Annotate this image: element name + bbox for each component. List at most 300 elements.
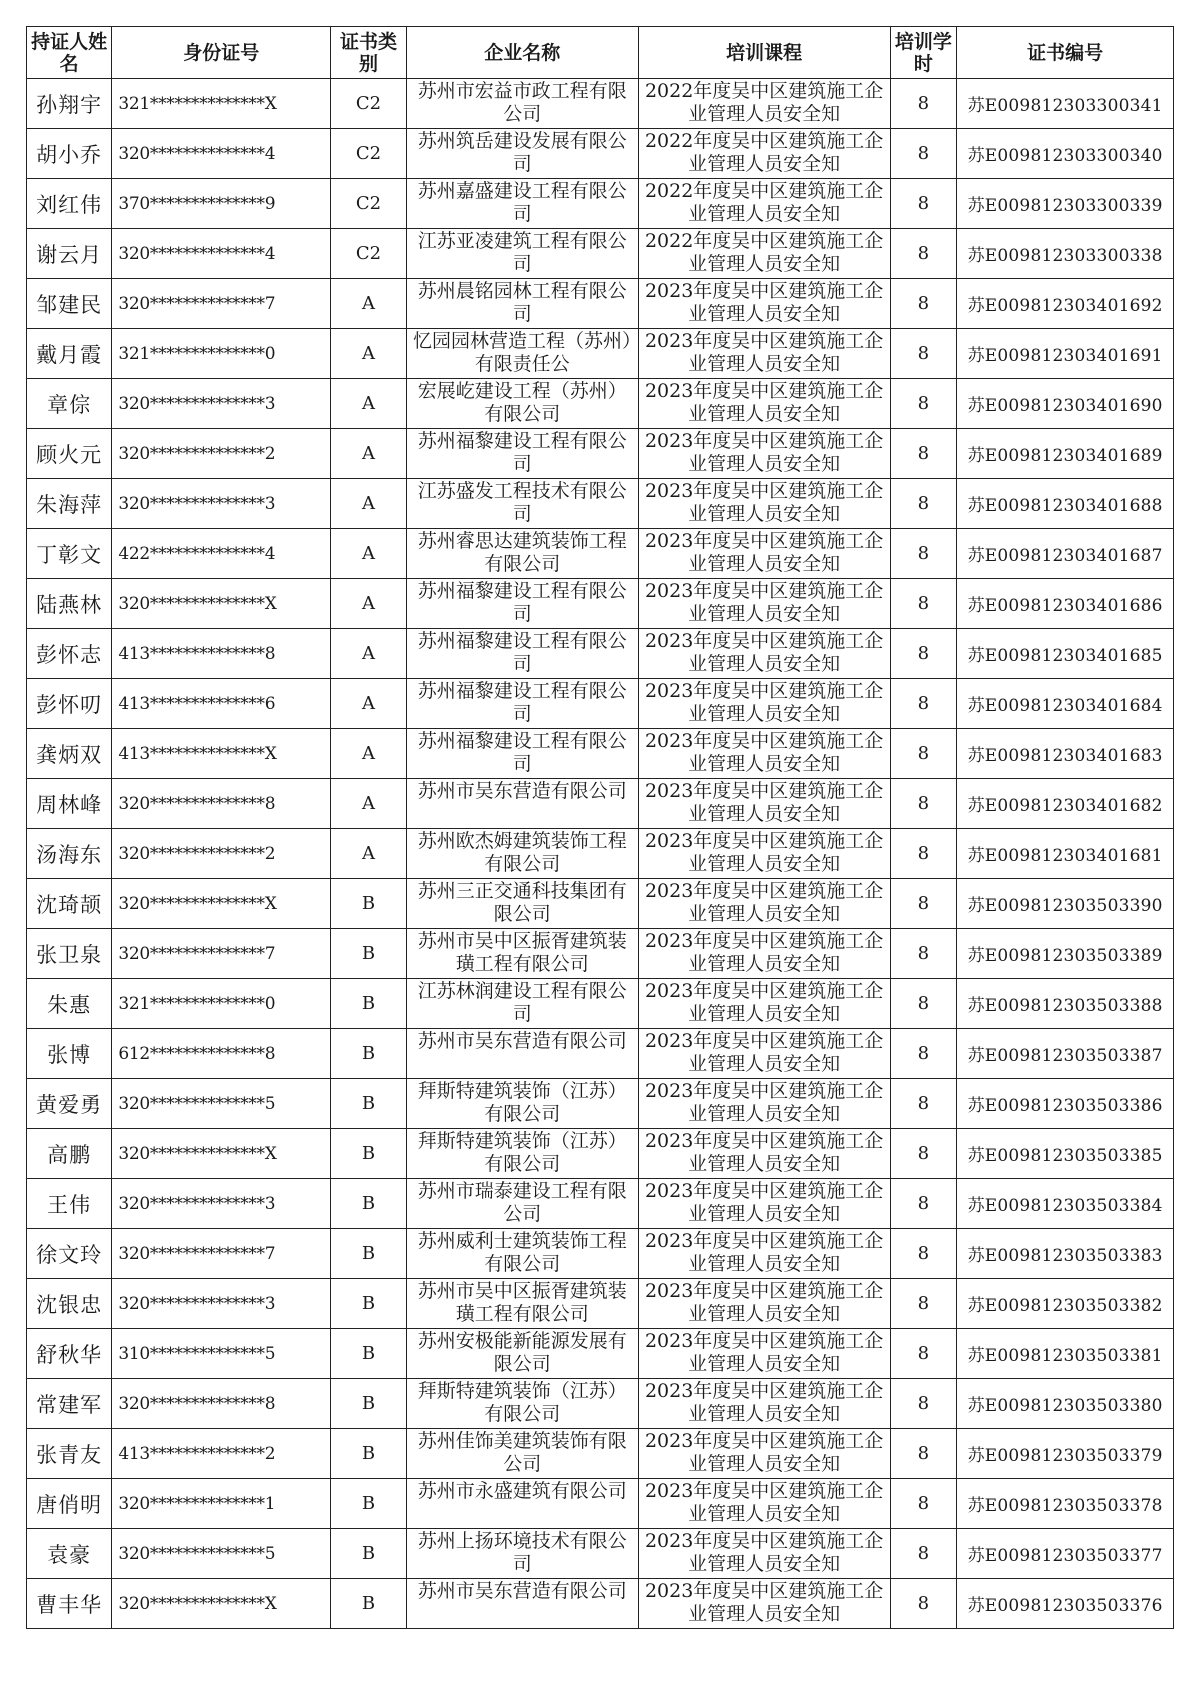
id-number-cell: 320**************7: [112, 279, 331, 329]
company-cell: [406, 729, 638, 779]
table-row: [27, 1579, 1174, 1629]
course-text: 2023年度吴中区建筑施工企业管理人员安全知: [644, 1479, 884, 1525]
hours-cell: 8: [890, 79, 957, 129]
course-cell: [638, 1229, 890, 1279]
header-hours: 培训学时: [890, 27, 957, 79]
cert-number-cell: 苏E009812303300338: [957, 229, 1174, 279]
holder-name-cell: 曹丰华: [27, 1579, 112, 1629]
table-row: [27, 429, 1174, 479]
company-cell: [406, 479, 638, 529]
company-text: 苏州福黎建设工程有限公司: [417, 429, 627, 475]
hours-cell: 8: [890, 729, 957, 779]
course-cell: [638, 1429, 890, 1479]
id-number-cell: 413**************2: [112, 1429, 331, 1479]
company-cell: [406, 129, 638, 179]
company-cell: [406, 1479, 638, 1529]
cert-number-cell: 苏E009812303503378: [957, 1479, 1174, 1529]
company-cell: [406, 1429, 638, 1479]
course-text: 2023年度吴中区建筑施工企业管理人员安全知: [644, 1179, 884, 1225]
company-text: 苏州威利士建筑装饰工程有限公司: [417, 1229, 627, 1275]
cert-number-cell: 苏E009812303503385: [957, 1129, 1174, 1179]
company-text: 宏展屹建设工程（苏州）有限公司: [417, 379, 627, 425]
company-text: 苏州欧杰姆建筑装饰工程有限公司: [417, 829, 627, 875]
course-cell: [638, 1329, 890, 1379]
company-cell: [406, 1229, 638, 1279]
cert-type-cell: B: [331, 1529, 407, 1579]
course-cell: [638, 179, 890, 229]
holder-name-cell: 陆燕林: [27, 579, 112, 629]
company-text: 苏州佳饰美建筑装饰有限公司: [417, 1429, 627, 1475]
holder-name-cell: 胡小乔: [27, 129, 112, 179]
cert-type-cell: A: [331, 629, 407, 679]
cert-number-cell: 苏E009812303401690: [957, 379, 1174, 429]
course-cell: [638, 1279, 890, 1329]
company-text: 苏州福黎建设工程有限公司: [417, 629, 627, 675]
cert-type-cell: B: [331, 1479, 407, 1529]
table-row: [27, 1329, 1174, 1379]
cert-type-cell: A: [331, 779, 407, 829]
holder-name-cell: 朱惠: [27, 979, 112, 1029]
id-number-cell: 370**************9: [112, 179, 331, 229]
table-row: [27, 879, 1174, 929]
course-cell: [638, 579, 890, 629]
hours-cell: 8: [890, 429, 957, 479]
company-text: 苏州嘉盛建设工程有限公司: [417, 179, 627, 225]
id-number-cell: 320**************3: [112, 379, 331, 429]
company-text: 苏州上扬环境技术有限公司: [417, 1529, 627, 1575]
cert-number-cell: 苏E009812303503389: [957, 929, 1174, 979]
holder-name-cell: 张博: [27, 1029, 112, 1079]
table-row: [27, 1429, 1174, 1479]
course-text: 2023年度吴中区建筑施工企业管理人员安全知: [644, 279, 884, 325]
table-row: [27, 579, 1174, 629]
table-row: [27, 179, 1174, 229]
cert-type-cell: A: [331, 429, 407, 479]
hours-cell: 8: [890, 479, 957, 529]
cert-type-cell: A: [331, 279, 407, 329]
course-text: 2023年度吴中区建筑施工企业管理人员安全知: [644, 1379, 884, 1425]
course-cell: [638, 1529, 890, 1579]
hours-cell: 8: [890, 629, 957, 679]
hours-cell: 8: [890, 279, 957, 329]
holder-name-cell: 刘红伟: [27, 179, 112, 229]
cert-number-cell: 苏E009812303503390: [957, 879, 1174, 929]
id-number-cell: 320**************2: [112, 829, 331, 879]
cert-number-cell: 苏E009812303401687: [957, 529, 1174, 579]
holder-name-cell: 丁彰文: [27, 529, 112, 579]
id-number-cell: 321**************X: [112, 79, 331, 129]
cert-number-cell: 苏E009812303300340: [957, 129, 1174, 179]
table-row: [27, 129, 1174, 179]
company-cell: [406, 79, 638, 129]
cert-type-cell: B: [331, 1379, 407, 1429]
course-cell: [638, 979, 890, 1029]
course-cell: [638, 679, 890, 729]
course-cell: [638, 329, 890, 379]
table-row: [27, 1529, 1174, 1579]
hours-cell: 8: [890, 779, 957, 829]
company-text: 江苏盛发工程技术有限公司: [417, 479, 627, 525]
id-number-cell: 320**************4: [112, 129, 331, 179]
company-cell: [406, 1029, 638, 1079]
course-cell: [638, 1379, 890, 1429]
id-number-cell: 321**************0: [112, 329, 331, 379]
holder-name-cell: 龚炳双: [27, 729, 112, 779]
course-cell: [638, 1129, 890, 1179]
company-cell: [406, 1579, 638, 1629]
hours-cell: 8: [890, 179, 957, 229]
table-row: [27, 1229, 1174, 1279]
company-text: 苏州福黎建设工程有限公司: [417, 679, 627, 725]
course-text: 2023年度吴中区建筑施工企业管理人员安全知: [644, 979, 884, 1025]
course-text: 2023年度吴中区建筑施工企业管理人员安全知: [644, 929, 884, 975]
hours-cell: 8: [890, 979, 957, 1029]
course-text: 2023年度吴中区建筑施工企业管理人员安全知: [644, 629, 884, 675]
company-text: 苏州三正交通科技集团有限公司: [417, 879, 627, 925]
company-cell: [406, 229, 638, 279]
cert-number-cell: 苏E009812303401683: [957, 729, 1174, 779]
course-text: 2022年度吴中区建筑施工企业管理人员安全知: [644, 129, 884, 175]
hours-cell: 8: [890, 879, 957, 929]
hours-cell: 8: [890, 229, 957, 279]
holder-name-cell: 彭怀志: [27, 629, 112, 679]
company-text: 拜斯特建筑装饰（江苏）有限公司: [417, 1129, 627, 1175]
company-cell: [406, 829, 638, 879]
course-text: 2023年度吴中区建筑施工企业管理人员安全知: [644, 429, 884, 475]
company-cell: [406, 1279, 638, 1329]
cert-type-cell: C2: [331, 79, 407, 129]
hours-cell: 8: [890, 829, 957, 879]
id-number-cell: 320**************X: [112, 1129, 331, 1179]
table-row: [27, 479, 1174, 529]
company-cell: [406, 979, 638, 1029]
company-text: 苏州市永盛建筑有限公司: [417, 1479, 627, 1502]
course-cell: [638, 1029, 890, 1079]
course-cell: [638, 879, 890, 929]
holder-name-cell: 张青友: [27, 1429, 112, 1479]
header-row: [27, 27, 1174, 79]
company-text: 苏州福黎建设工程有限公司: [417, 729, 627, 775]
company-text: 苏州晨铭园林工程有限公司: [417, 279, 627, 325]
header-company: 企业名称: [406, 27, 638, 79]
course-cell: [638, 1579, 890, 1629]
table-row: [27, 1129, 1174, 1179]
hours-cell: 8: [890, 679, 957, 729]
company-text: 苏州筑岳建设发展有限公司: [417, 129, 627, 175]
hours-cell: 8: [890, 529, 957, 579]
hours-cell: 8: [890, 129, 957, 179]
course-text: 2023年度吴中区建筑施工企业管理人员安全知: [644, 1229, 884, 1275]
cert-number-cell: 苏E009812303401685: [957, 629, 1174, 679]
cert-type-cell: B: [331, 1279, 407, 1329]
holder-name-cell: 谢云月: [27, 229, 112, 279]
cert-number-cell: 苏E009812303401692: [957, 279, 1174, 329]
id-number-cell: 320**************3: [112, 479, 331, 529]
company-cell: [406, 1179, 638, 1229]
company-cell: [406, 1529, 638, 1579]
course-text: 2023年度吴中区建筑施工企业管理人员安全知: [644, 779, 884, 825]
id-number-cell: 320**************2: [112, 429, 331, 479]
table-header: [27, 27, 1174, 79]
table-row: [27, 729, 1174, 779]
id-number-cell: 320**************X: [112, 1579, 331, 1629]
id-number-cell: 321**************0: [112, 979, 331, 1029]
hours-cell: 8: [890, 1129, 957, 1179]
header-cert-number: 证书编号: [957, 27, 1174, 79]
holder-name-cell: 戴月霞: [27, 329, 112, 379]
hours-cell: 8: [890, 1529, 957, 1579]
cert-type-cell: A: [331, 679, 407, 729]
cert-number-cell: 苏E009812303401689: [957, 429, 1174, 479]
hours-cell: 8: [890, 1429, 957, 1479]
course-text: 2023年度吴中区建筑施工企业管理人员安全知: [644, 329, 884, 375]
table-body: [27, 79, 1174, 1629]
company-cell: [406, 429, 638, 479]
hours-cell: 8: [890, 1329, 957, 1379]
table-row: [27, 279, 1174, 329]
course-text: 2022年度吴中区建筑施工企业管理人员安全知: [644, 229, 884, 275]
course-text: 2023年度吴中区建筑施工企业管理人员安全知: [644, 1579, 884, 1625]
hours-cell: 8: [890, 579, 957, 629]
hours-cell: 8: [890, 1279, 957, 1329]
company-cell: [406, 179, 638, 229]
id-number-cell: 320**************5: [112, 1529, 331, 1579]
table-row: [27, 229, 1174, 279]
table-row: [27, 1279, 1174, 1329]
cert-number-cell: 苏E009812303503384: [957, 1179, 1174, 1229]
cert-type-cell: B: [331, 1179, 407, 1229]
cert-type-cell: A: [331, 329, 407, 379]
company-text: 苏州市吴东营造有限公司: [417, 779, 627, 802]
cert-type-cell: A: [331, 479, 407, 529]
cert-number-cell: 苏E009812303503381: [957, 1329, 1174, 1379]
course-cell: [638, 1179, 890, 1229]
holder-name-cell: 张卫泉: [27, 929, 112, 979]
holder-name-cell: 章倧: [27, 379, 112, 429]
id-number-cell: 320**************X: [112, 879, 331, 929]
hours-cell: 8: [890, 929, 957, 979]
cert-number-cell: 苏E009812303503382: [957, 1279, 1174, 1329]
table-row: [27, 529, 1174, 579]
course-cell: [638, 629, 890, 679]
table-row: [27, 629, 1174, 679]
id-number-cell: 320**************7: [112, 929, 331, 979]
course-cell: [638, 1479, 890, 1529]
id-number-cell: 320**************5: [112, 1079, 331, 1129]
company-text: 苏州市吴中区振胥建筑装璜工程有限公司: [417, 929, 627, 975]
cert-number-cell: 苏E009812303401684: [957, 679, 1174, 729]
company-cell: [406, 1379, 638, 1429]
course-cell: [638, 729, 890, 779]
course-text: 2023年度吴中区建筑施工企业管理人员安全知: [644, 1129, 884, 1175]
table-row: [27, 929, 1174, 979]
table-row: [27, 1479, 1174, 1529]
table-row: [27, 79, 1174, 129]
course-text: 2023年度吴中区建筑施工企业管理人员安全知: [644, 1079, 884, 1125]
holder-name-cell: 邹建民: [27, 279, 112, 329]
course-text: 2022年度吴中区建筑施工企业管理人员安全知: [644, 179, 884, 225]
company-cell: [406, 879, 638, 929]
course-cell: [638, 829, 890, 879]
cert-type-cell: A: [331, 729, 407, 779]
table-row: [27, 1379, 1174, 1429]
holder-name-cell: 顾火元: [27, 429, 112, 479]
hours-cell: 8: [890, 1379, 957, 1429]
hours-cell: 8: [890, 1229, 957, 1279]
holder-name-cell: 舒秋华: [27, 1329, 112, 1379]
cert-number-cell: 苏E009812303401686: [957, 579, 1174, 629]
company-text: 苏州市宏益市政工程有限公司: [417, 79, 627, 125]
hours-cell: 8: [890, 329, 957, 379]
company-text: 苏州市瑞泰建设工程有限公司: [417, 1179, 627, 1225]
cert-number-cell: 苏E009812303503377: [957, 1529, 1174, 1579]
course-cell: [638, 129, 890, 179]
company-cell: [406, 1079, 638, 1129]
company-text: 江苏亚凌建筑工程有限公司: [417, 229, 627, 275]
company-text: 忆园园林营造工程（苏州）有限责任公: [413, 329, 632, 375]
table-row: [27, 329, 1174, 379]
id-number-cell: 413**************X: [112, 729, 331, 779]
course-text: 2023年度吴中区建筑施工企业管理人员安全知: [644, 829, 884, 875]
cert-number-cell: 苏E009812303503388: [957, 979, 1174, 1029]
hours-cell: 8: [890, 1029, 957, 1079]
table-row: [27, 379, 1174, 429]
course-text: 2023年度吴中区建筑施工企业管理人员安全知: [644, 879, 884, 925]
header-id-number: 身份证号: [112, 27, 331, 79]
company-text: 苏州市吴东营造有限公司: [417, 1029, 627, 1052]
table-row: [27, 779, 1174, 829]
cert-type-cell: B: [331, 879, 407, 929]
holder-name-cell: 沈琦颉: [27, 879, 112, 929]
cert-type-cell: B: [331, 929, 407, 979]
table-row: [27, 979, 1174, 1029]
header-holder-name: 持证人姓名: [27, 27, 112, 79]
course-cell: [638, 929, 890, 979]
holder-name-cell: 高鹏: [27, 1129, 112, 1179]
company-cell: [406, 279, 638, 329]
cert-number-cell: 苏E009812303401691: [957, 329, 1174, 379]
company-text: 拜斯特建筑装饰（江苏）有限公司: [417, 1079, 627, 1125]
course-text: 2023年度吴中区建筑施工企业管理人员安全知: [644, 729, 884, 775]
company-cell: [406, 529, 638, 579]
course-text: 2023年度吴中区建筑施工企业管理人员安全知: [644, 579, 884, 625]
course-cell: [638, 429, 890, 479]
id-number-cell: 413**************6: [112, 679, 331, 729]
holder-name-cell: 袁豪: [27, 1529, 112, 1579]
cert-type-cell: A: [331, 579, 407, 629]
id-number-cell: 320**************7: [112, 1229, 331, 1279]
course-text: 2023年度吴中区建筑施工企业管理人员安全知: [644, 1429, 884, 1475]
cert-number-cell: 苏E009812303503383: [957, 1229, 1174, 1279]
holder-name-cell: 徐文玲: [27, 1229, 112, 1279]
company-text: 苏州睿思达建筑装饰工程有限公司: [417, 529, 627, 575]
course-text: 2023年度吴中区建筑施工企业管理人员安全知: [644, 379, 884, 425]
company-text: 苏州市吴中区振胥建筑装璜工程有限公司: [417, 1279, 627, 1325]
holder-name-cell: 黄爱勇: [27, 1079, 112, 1129]
course-text: 2023年度吴中区建筑施工企业管理人员安全知: [644, 529, 884, 575]
certificate-table: [26, 26, 1174, 1629]
holder-name-cell: 朱海萍: [27, 479, 112, 529]
company-cell: [406, 929, 638, 979]
company-cell: [406, 779, 638, 829]
table-row: [27, 1079, 1174, 1129]
company-cell: [406, 329, 638, 379]
cert-number-cell: 苏E009812303503386: [957, 1079, 1174, 1129]
hours-cell: 8: [890, 1479, 957, 1529]
hours-cell: 8: [890, 1079, 957, 1129]
table-row: [27, 679, 1174, 729]
header-cert-type: 证书类别: [331, 27, 407, 79]
cert-type-cell: C2: [331, 129, 407, 179]
id-number-cell: 320**************3: [112, 1279, 331, 1329]
course-cell: [638, 279, 890, 329]
cert-type-cell: B: [331, 1079, 407, 1129]
course-cell: [638, 479, 890, 529]
id-number-cell: 413**************8: [112, 629, 331, 679]
cert-type-cell: B: [331, 979, 407, 1029]
course-cell: [638, 529, 890, 579]
cert-number-cell: 苏E009812303503379: [957, 1429, 1174, 1479]
id-number-cell: 320**************4: [112, 229, 331, 279]
holder-name-cell: 孙翔宇: [27, 79, 112, 129]
course-cell: [638, 229, 890, 279]
header-course: 培训课程: [638, 27, 890, 79]
company-cell: [406, 1129, 638, 1179]
table-row: [27, 1029, 1174, 1079]
id-number-cell: 320**************1: [112, 1479, 331, 1529]
company-cell: [406, 679, 638, 729]
course-text: 2023年度吴中区建筑施工企业管理人员安全知: [644, 1029, 884, 1075]
course-text: 2023年度吴中区建筑施工企业管理人员安全知: [644, 1329, 884, 1375]
company-text: 拜斯特建筑装饰（江苏）有限公司: [417, 1379, 627, 1425]
cert-type-cell: A: [331, 529, 407, 579]
table-row: [27, 1179, 1174, 1229]
table-row: [27, 829, 1174, 879]
cert-type-cell: A: [331, 379, 407, 429]
holder-name-cell: 彭怀叨: [27, 679, 112, 729]
holder-name-cell: 王伟: [27, 1179, 112, 1229]
cert-number-cell: 苏E009812303300339: [957, 179, 1174, 229]
course-text: 2023年度吴中区建筑施工企业管理人员安全知: [644, 1279, 884, 1325]
id-number-cell: 320**************X: [112, 579, 331, 629]
cert-type-cell: B: [331, 1229, 407, 1279]
cert-type-cell: B: [331, 1429, 407, 1479]
holder-name-cell: 周林峰: [27, 779, 112, 829]
company-cell: [406, 629, 638, 679]
cert-number-cell: 苏E009812303503376: [957, 1579, 1174, 1629]
holder-name-cell: 沈银忠: [27, 1279, 112, 1329]
course-text: 2022年度吴中区建筑施工企业管理人员安全知: [644, 79, 884, 125]
id-number-cell: 320**************8: [112, 1379, 331, 1429]
company-cell: [406, 579, 638, 629]
holder-name-cell: 唐俏明: [27, 1479, 112, 1529]
course-cell: [638, 79, 890, 129]
cert-type-cell: A: [331, 829, 407, 879]
cert-type-cell: B: [331, 1579, 407, 1629]
id-number-cell: 310**************5: [112, 1329, 331, 1379]
cert-number-cell: 苏E009812303503387: [957, 1029, 1174, 1079]
cert-type-cell: B: [331, 1029, 407, 1079]
cert-type-cell: B: [331, 1129, 407, 1179]
company-text: 苏州安极能新能源发展有限公司: [417, 1329, 627, 1375]
holder-name-cell: 汤海东: [27, 829, 112, 879]
id-number-cell: 320**************8: [112, 779, 331, 829]
company-text: 苏州福黎建设工程有限公司: [417, 579, 627, 625]
hours-cell: 8: [890, 1179, 957, 1229]
course-text: 2023年度吴中区建筑施工企业管理人员安全知: [644, 1529, 884, 1575]
company-text: 苏州市吴东营造有限公司: [417, 1579, 627, 1602]
cert-number-cell: 苏E009812303401681: [957, 829, 1174, 879]
